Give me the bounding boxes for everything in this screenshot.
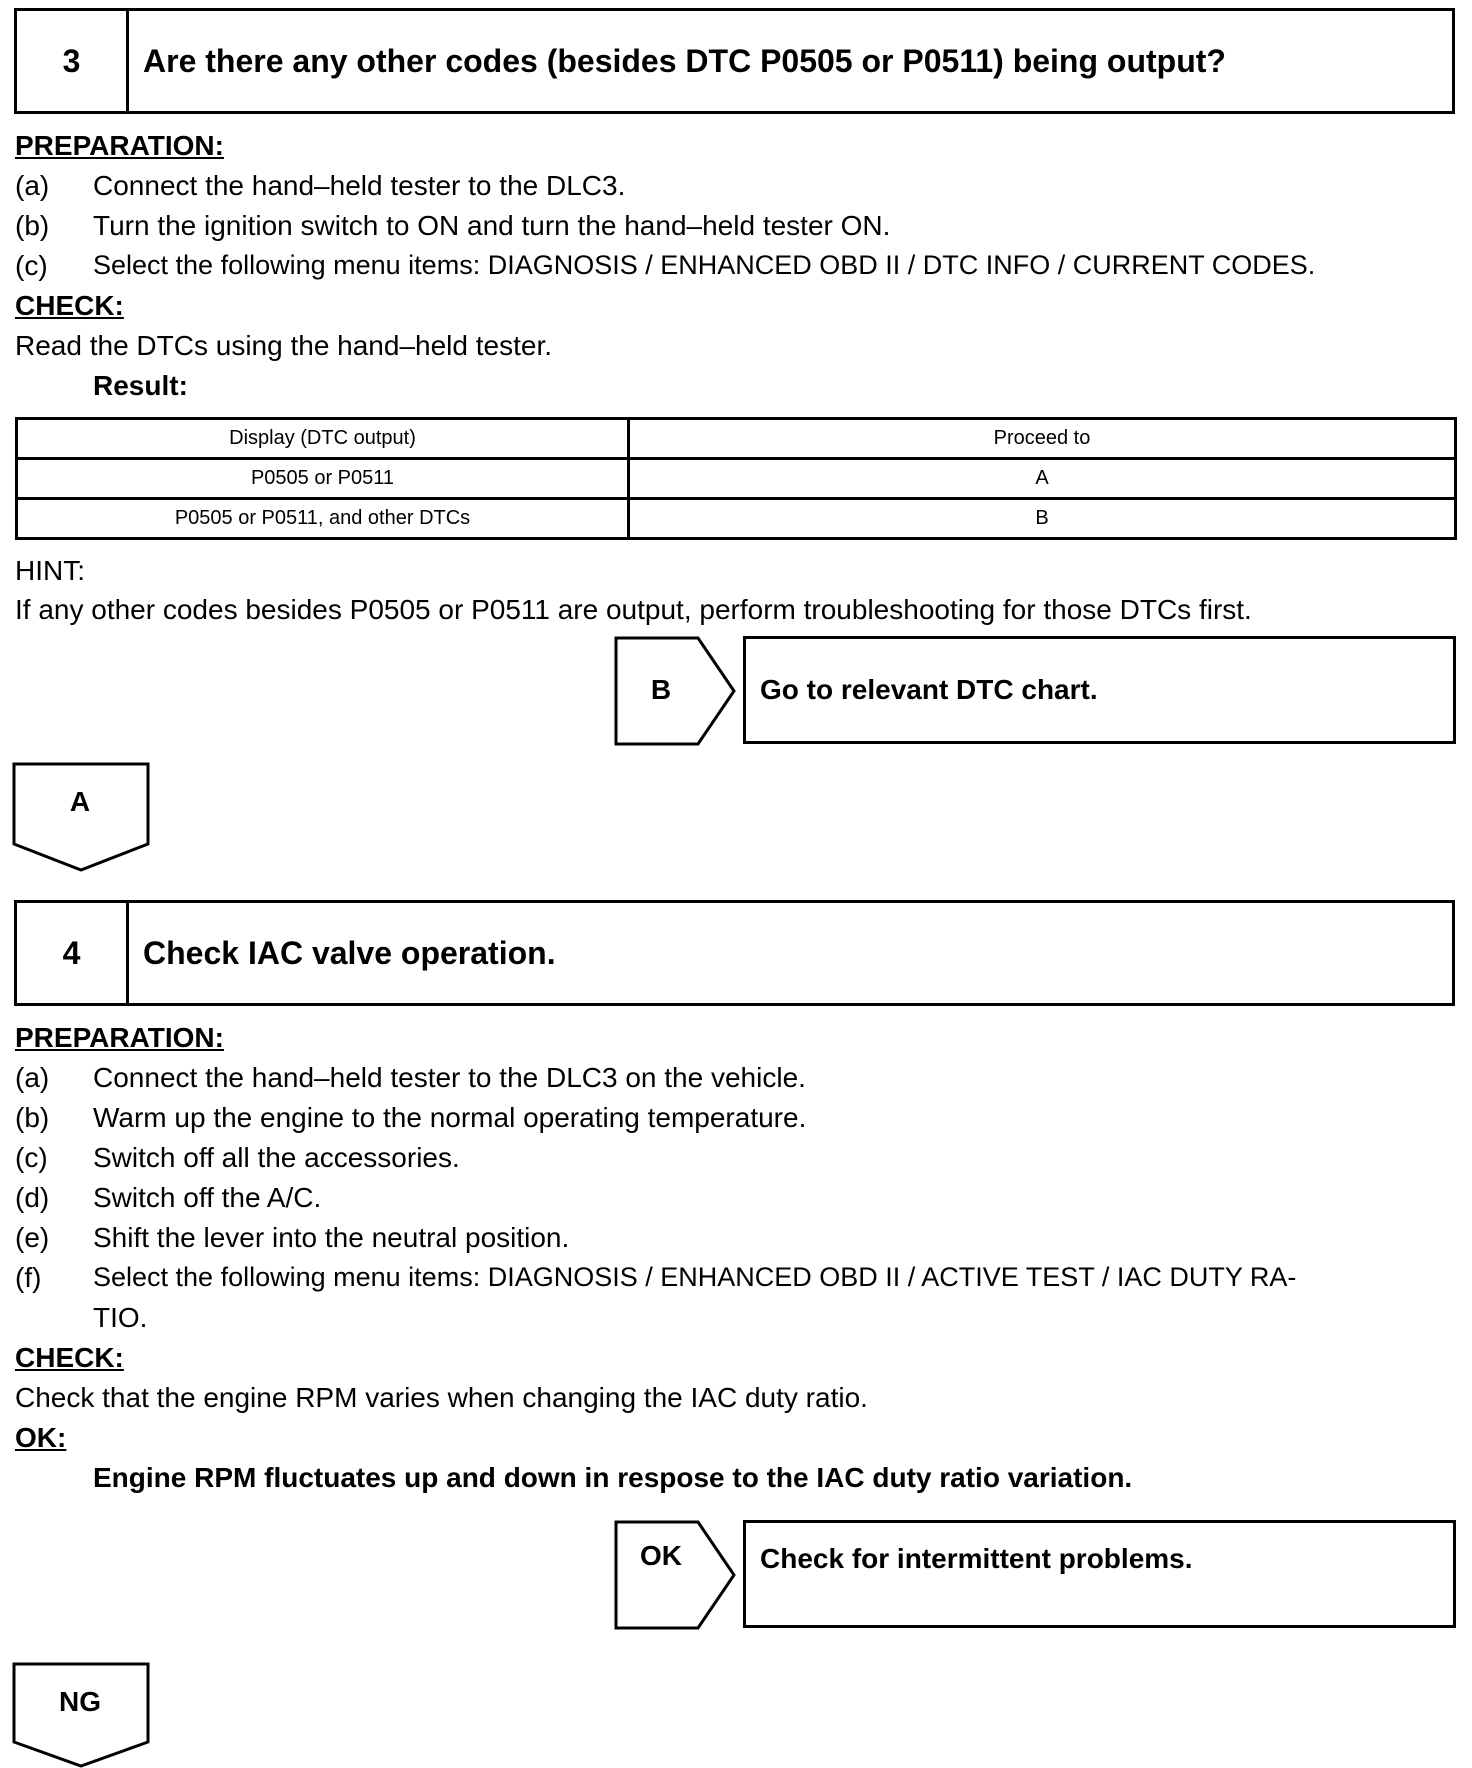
result-table	[15, 417, 1457, 540]
preparation-heading: PREPARATION:	[15, 130, 224, 161]
branch-label: OK	[640, 1540, 682, 1571]
item-label: (c)	[15, 1142, 48, 1173]
continue-arrow-down-icon	[12, 762, 152, 874]
hint-text: If any other codes besides P0505 or P0511 are output, perform troubleshooting for those DTCs first.	[15, 594, 1252, 625]
ok-heading: OK:	[15, 1422, 67, 1453]
table-header-cell: Display (DTC output)	[17, 419, 629, 459]
branch-result-text: Check for intermittent problems.	[760, 1543, 1193, 1574]
item-text: Warm up the engine to the normal operating temperature.	[93, 1102, 807, 1133]
table-cell: P0505 or P0511	[17, 459, 629, 499]
check-text: Check that the engine RPM varies when changing the IAC duty ratio.	[15, 1382, 868, 1413]
step-number: 3	[17, 11, 129, 111]
hint-heading: HINT:	[15, 555, 85, 586]
check-text: Read the DTCs using the hand–held tester.	[15, 330, 553, 361]
branch-result-box	[743, 1520, 1456, 1628]
item-label: (b)	[15, 1102, 50, 1133]
table-header-cell: Proceed to	[629, 419, 1456, 459]
step-3-header	[14, 8, 1455, 114]
branch-result-box	[743, 636, 1456, 744]
item-text: Shift the lever into the neutral position.	[93, 1222, 570, 1253]
table-cell: B	[629, 499, 1456, 539]
ok-text: Engine RPM fluctuates up and down in respose to the IAC duty ratio variation.	[93, 1462, 1133, 1493]
step-title: Are there any other codes (besides DTC P0505 or P0511) being output?	[143, 42, 1226, 79]
branch-result-text: Go to relevant DTC chart.	[760, 674, 1098, 705]
table-cell: P0505 or P0511, and other DTCs	[17, 499, 629, 539]
item-label: (d)	[15, 1182, 50, 1213]
table-cell: A	[629, 459, 1456, 499]
table-header-row	[17, 419, 1456, 459]
check-heading: CHECK:	[15, 290, 124, 321]
check-heading: CHECK:	[15, 1342, 124, 1373]
continue-label: NG	[59, 1686, 101, 1717]
result-heading: Result:	[93, 370, 188, 401]
item-text: Connect the hand–held tester to the DLC3 on the vehicle.	[93, 1062, 806, 1093]
item-text: Connect the hand–held tester to the DLC3.	[93, 170, 626, 201]
continue-label: A	[69, 786, 91, 817]
item-label: (a)	[15, 170, 50, 201]
item-label: (e)	[15, 1222, 50, 1253]
item-label: (f)	[15, 1262, 42, 1293]
item-text: Select the following menu items: DIAGNOSIS / ENHANCED OBD II / ACTIVE TEST / IAC DUTY RA-	[93, 1262, 1297, 1292]
branch-arrow-right-icon	[614, 1520, 738, 1630]
step-number: 4	[17, 903, 129, 1003]
item-text: Turn the ignition switch to ON and turn the hand–held tester ON.	[93, 210, 891, 241]
item-text-continued: TIO.	[93, 1302, 148, 1333]
table-row	[17, 459, 1456, 499]
preparation-heading: PREPARATION:	[15, 1022, 224, 1053]
item-text: Switch off all the accessories.	[93, 1142, 460, 1173]
branch-label: B	[650, 674, 672, 705]
item-label: (a)	[15, 1062, 50, 1093]
step-4-header	[14, 900, 1455, 1006]
item-text: Switch off the A/C.	[93, 1182, 322, 1213]
table-row	[17, 499, 1456, 539]
item-text: Select the following menu items: DIAGNOSIS / ENHANCED OBD II / DTC INFO / CURRENT CODES.	[93, 250, 1316, 280]
item-label: (c)	[15, 250, 48, 281]
item-label: (b)	[15, 210, 50, 241]
step-title: Check IAC valve operation.	[143, 934, 556, 971]
